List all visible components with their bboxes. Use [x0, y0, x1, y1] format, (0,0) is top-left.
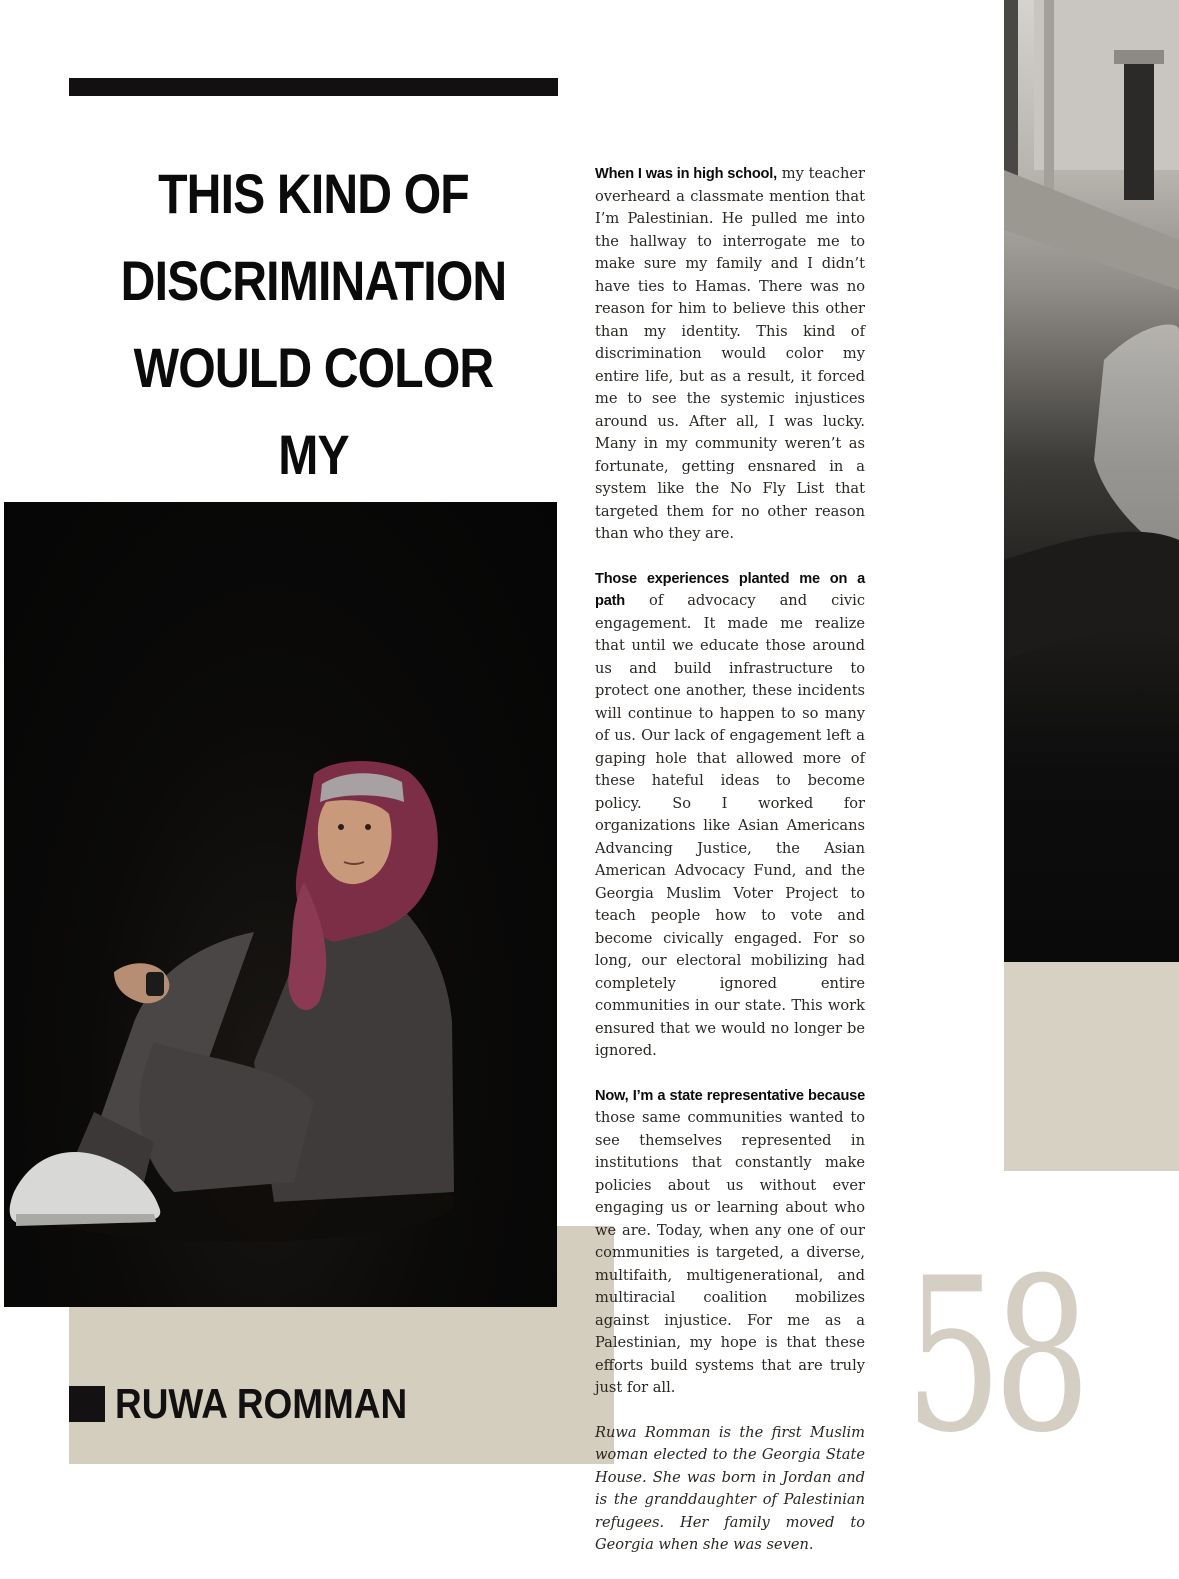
paragraph-text: those same communities wanted to see themselves represented in institutions that constantly make policies about us without ever engaging us or learning about who we are. Today, when any one of our communities is targeted, a diverse, multifaith, multigenerational, and multiracial coalition mobilizes against injustice. For me as a Palestinian, my hope is that these efforts build systems that are truly just for all.: [595, 1109, 865, 1396]
byline-name: RUWA ROMMAN: [115, 1380, 408, 1427]
article-paragraph: [595, 163, 865, 546]
article-paragraph: [595, 568, 865, 1063]
paragraph-lead: Now, I’m a state representative because: [595, 1087, 865, 1104]
portrait-photo: [4, 502, 557, 1307]
portrait-illustration: [4, 502, 557, 1307]
paragraph-lead: Those experiences planted me on a path: [595, 570, 865, 609]
page-number: 58: [905, 1232, 1082, 1479]
byline-marker: [69, 1386, 105, 1422]
article-body: [595, 163, 865, 1579]
building-illustration: [1004, 0, 1179, 962]
headline-line: WOULD COLOR MY: [133, 336, 494, 486]
side-photo: [1004, 0, 1179, 962]
paragraph-lead: When I was in high school,: [595, 166, 777, 182]
paragraph-text: my teacher overheard a classmate mention that I’m Palestinian. He pulled me into the hallway to interrogate me to make sure my family and I didn’t have ties to Hamas. There was no reason for him to believe this other than my identity. This kind of discrimination would color my entire life, but as a result, it forced me to see the systemic injustices around us. After all, I was lucky. Many in my community weren’t as fortunate, getting ensnared in a system like the No Fly List that targeted them for no other reason than who they are.: [595, 165, 865, 542]
paragraph-text: of advocacy and civic engagement. It made me realize that until we educate those around us and build infrastructure to protect one another, these incidents will continue to happen to so many of us. Our lack of engagement left a gaping hole that allowed more of these hateful ideas to become policy. So I worked for organizations like Asian Americans Advancing Justice, the Asian American Advocacy Fund, and the Georgia Muslim Voter Project to teach people how to vote and become civically engaged. For so long, our electoral mobilizing had completely ignored entire communities in our state. This work ensured that we would no longer be ignored.: [595, 592, 865, 1059]
side-beige-panel: [1004, 962, 1179, 1171]
headline-line: THIS KIND OF: [158, 162, 469, 225]
headline-line: DISCRIMINATION: [120, 249, 507, 312]
headline-rule: [69, 78, 558, 96]
author-bio: Ruwa Romman is the first Muslim woman elected to the Georgia State House. She was born in Jordan and is the granddaughter of Palestinian refugees. Her family moved to Georgia when she was seven.: [595, 1423, 865, 1553]
article-paragraph: [595, 1085, 865, 1400]
